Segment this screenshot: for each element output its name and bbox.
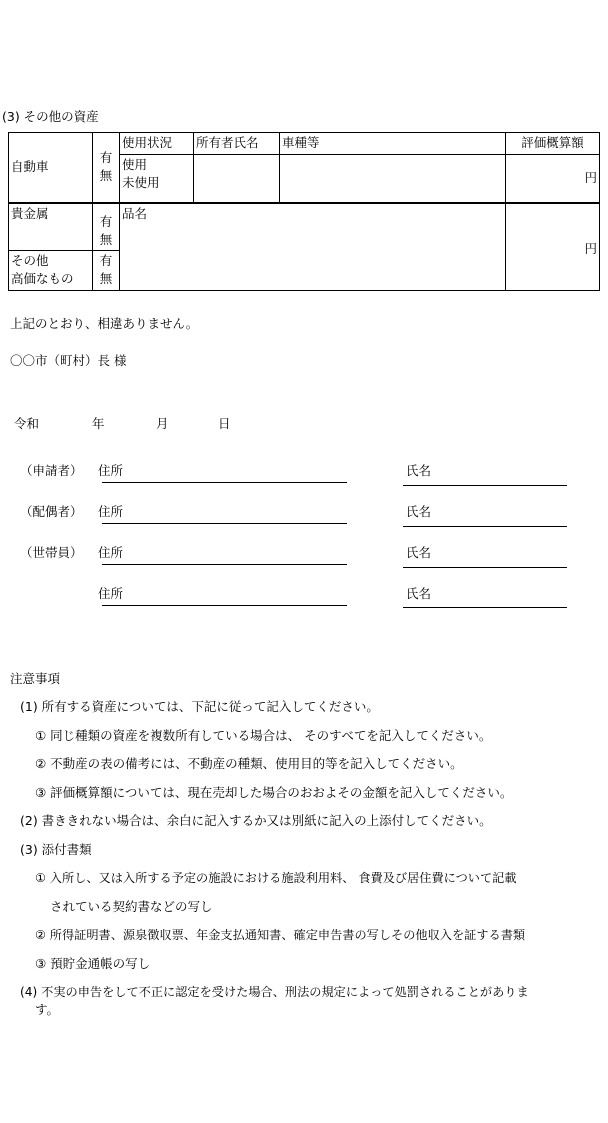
date-month[interactable]: 月 <box>156 416 169 431</box>
signer-address-label: 住所 <box>98 586 124 601</box>
note-1: (1) 所有する資産については、下記に従って記入してください。 <box>20 699 379 714</box>
note-3-2: ② 所得証明書、源泉徴収票、年金支払通知書、確定申告書の写しその他収入を証する書類 <box>35 928 526 942</box>
header-model: 車種等 <box>280 133 506 155</box>
date-day[interactable]: 日 <box>218 416 231 431</box>
note-1-3: ③ 評価概算額については、現在売却した場合のおおよその金額を記入してください。 <box>35 785 513 800</box>
spouse-name-line[interactable] <box>403 526 567 527</box>
note-3-1b: されている契約書などの写し <box>50 899 213 914</box>
precious-none-option[interactable]: 無 <box>99 232 113 247</box>
note-2: (2) 書ききれない場合は、余白に記入するか又は別紙に記入の上添付してください。 <box>20 813 492 828</box>
declaration: 上記のとおり、相違ありません。 <box>10 316 199 331</box>
note-4a: (4) 不実の申告をして不正に認定を受けた場合、刑法の規定によって処罰されることがありま <box>20 985 529 999</box>
household-address-line[interactable] <box>102 564 347 565</box>
car-owner-field[interactable] <box>194 155 280 203</box>
car-status-unused[interactable]: 未使用 <box>122 175 160 190</box>
precious-value-yen[interactable]: 円 <box>506 203 600 291</box>
signer-name-label: 氏名 <box>406 545 432 560</box>
car-status-cell[interactable] <box>120 155 194 203</box>
car-has-none[interactable] <box>93 133 120 203</box>
other-valuables-label <box>9 251 93 291</box>
item-name-field[interactable] <box>120 203 506 291</box>
other-label-line2: 高価なもの <box>11 271 74 286</box>
car-label: 自動車 <box>9 133 93 203</box>
section-title: (3) その他の資産 <box>2 109 99 124</box>
other-has-option[interactable]: 有 <box>99 253 113 268</box>
applicant-address-line[interactable] <box>102 482 347 483</box>
header-status: 使用状況 <box>120 133 194 155</box>
precious-has-option[interactable]: 有 <box>99 214 113 229</box>
car-none-option[interactable]: 無 <box>99 168 113 184</box>
note-1-1: ① 同じ種類の資産を複数所有している場合は、 そのすべてを記入してください。 <box>35 728 492 743</box>
extra-name-line[interactable] <box>403 607 567 608</box>
note-3-1a: ① 入所し、又は入所する予定の施設における施設利用料、 食費及び居住費について記載 <box>35 871 517 885</box>
extra-address-line[interactable] <box>102 605 347 606</box>
signer-name-label: 氏名 <box>406 463 432 478</box>
other-assets-table <box>8 132 600 291</box>
note-4b: す。 <box>35 1002 60 1017</box>
other-has-none[interactable] <box>93 251 120 291</box>
precious-label: 貴金属 <box>9 203 93 251</box>
applicant-name-line[interactable] <box>403 485 567 486</box>
signer-name-label: 氏名 <box>406 504 432 519</box>
signer-address-label: 住所 <box>98 463 124 478</box>
addressee: 〇〇市（町村）長 様 <box>10 353 127 368</box>
other-none-option[interactable]: 無 <box>99 271 113 286</box>
item-name-label: 品名 <box>122 205 148 221</box>
household-name-line[interactable] <box>403 567 567 568</box>
signer-role-applicant: （申請者） <box>20 463 83 478</box>
signer-name-label: 氏名 <box>406 586 432 601</box>
signer-role-household: （世帯員） <box>20 545 83 560</box>
other-label-line1: その他 <box>11 253 49 268</box>
header-owner: 所有者氏名 <box>194 133 280 155</box>
header-value: 評価概算額 <box>506 133 600 155</box>
note-3: (3) 添付書類 <box>20 842 92 857</box>
date-year[interactable]: 年 <box>92 416 105 431</box>
note-3-3: ③ 預貯金通帳の写し <box>35 956 151 971</box>
spouse-address-line[interactable] <box>102 523 347 524</box>
signer-address-label: 住所 <box>98 545 124 560</box>
car-status-used[interactable]: 使用 <box>122 157 148 172</box>
car-has-option[interactable]: 有 <box>99 150 113 166</box>
notes-title: 注意事項 <box>10 671 61 686</box>
car-model-field[interactable] <box>280 155 506 203</box>
car-value-yen[interactable]: 円 <box>506 155 600 203</box>
note-1-2: ② 不動産の表の備考には、不動産の種類、使用目的等を記入してください。 <box>35 756 463 771</box>
signer-address-label: 住所 <box>98 504 124 519</box>
signer-role-spouse: （配偶者） <box>20 504 83 519</box>
date-era: 令和 <box>14 416 40 431</box>
precious-has-none[interactable] <box>93 203 120 251</box>
